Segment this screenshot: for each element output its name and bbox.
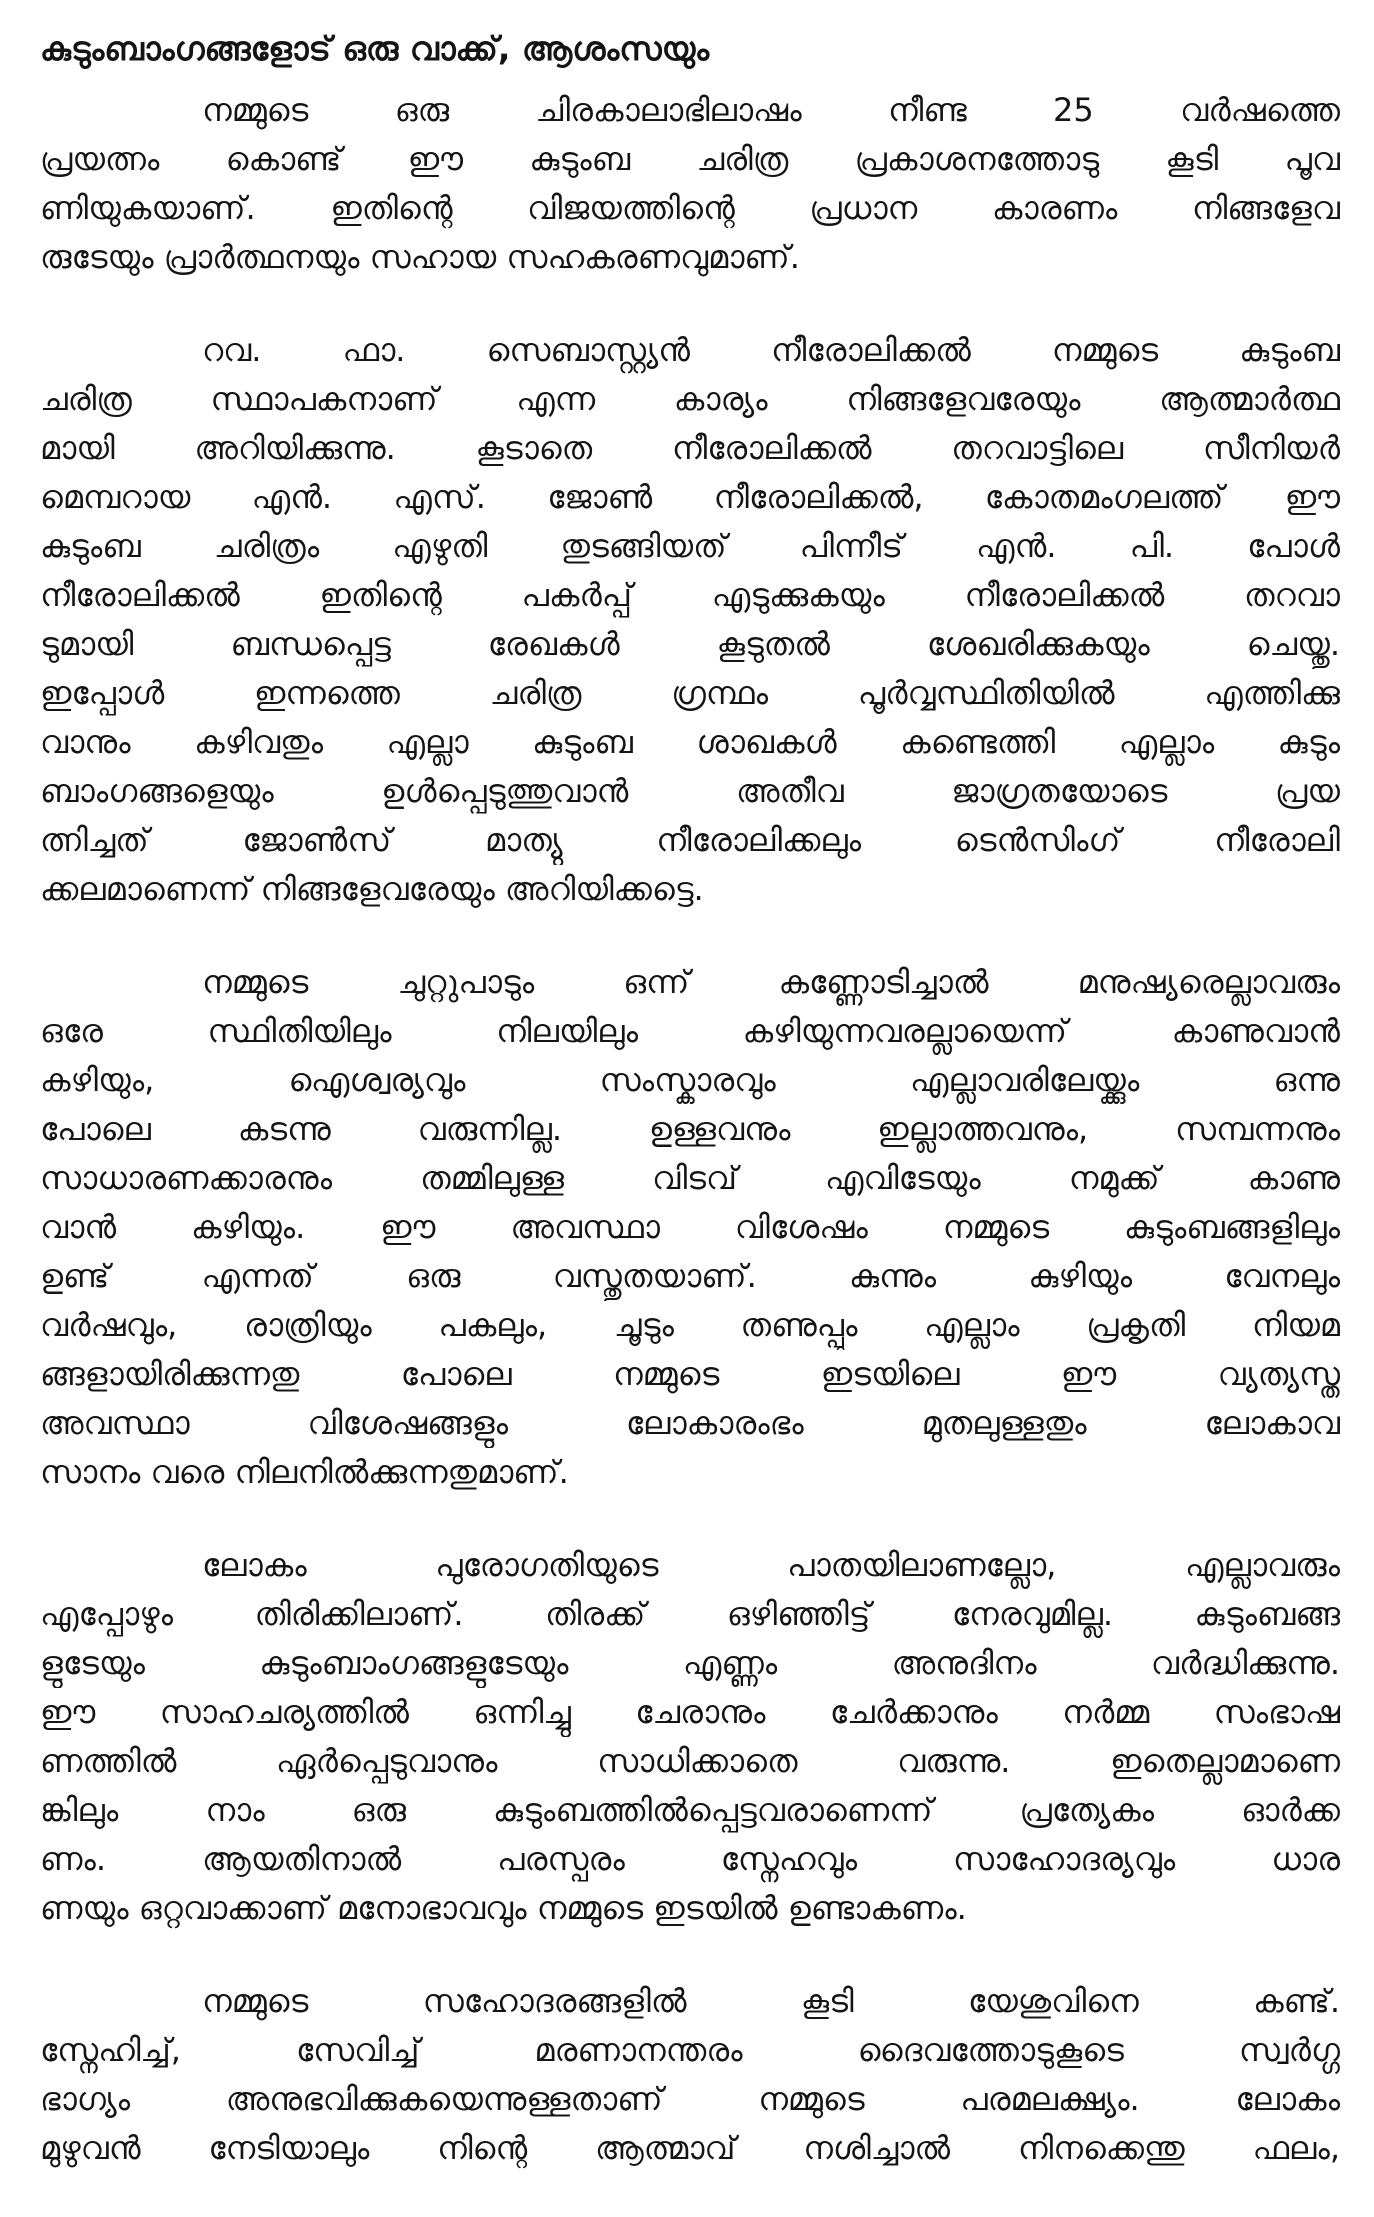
text-line: ണിയുകയാണ്. ഇതിന്റെ വിജയത്തിന്റെ പ്രധാന കാരണം നിങ്ങളേവ <box>40 189 1340 227</box>
paragraph-1 <box>40 86 1340 282</box>
text-line: ഈ സാഹചര്യത്തിൽ ഒന്നിച്ചു ചേരാനും ചേർക്കാനും നർമ്മ സംഭാഷ <box>40 1693 1340 1731</box>
page-heading: കുടുംബാംഗങ്ങളോട് ഒരു വാക്ക്, ആശംസയും <box>40 29 710 68</box>
text-line: ചരിത്ര സ്ഥാപകനാണ് എന്ന കാര്യം നിങ്ങളേവരേയും ആത്മാർത്ഥ <box>40 380 1340 418</box>
text-line: ത്നിച്ചത് ജോൺസ് മാത്യു നീരോലിക്കലും ടെൻസിംഗ് നീരോലി <box>40 821 1340 859</box>
text-line: ണം. ആയതിനാൽ പരസ്പരം സ്നേഹവും സാഹോദര്യവും ധാര <box>40 1840 1340 1878</box>
text-line: ങ്ങളായിരിക്കുന്നതു പോലെ നമ്മുടെ ഇടയിലെ ഈ വ്യത്യസ്ത <box>40 1355 1340 1393</box>
text-line: സാനം വരെ നിലനിൽക്കുന്നതുമാണ്. <box>40 1453 569 1491</box>
text-line: ടുമായി ബന്ധപ്പെട്ട രേഖകൾ കൂടുതൽ ശേഖരിക്കുകയും ചെയ്തു. <box>40 625 1340 663</box>
paragraph-5 <box>40 1977 1340 2173</box>
text-line: ഭാഗ്യം അനുഭവിക്കുകയെന്നുള്ളതാണ് നമ്മുടെ പരമലക്ഷ്യം. ലോകം <box>40 2080 1340 2118</box>
text-line: റവ. ഫാ. സെബാസ്റ്റ്യൻ നീരോലിക്കൽ നമ്മുടെ കുടുംബ <box>202 331 1340 369</box>
text-line: ഉണ്ട് എന്നത് ഒരു വസ്തുതയാണ്. കുന്നും കുഴിയും വേനലും <box>40 1257 1340 1295</box>
text-line: മായി അറിയിക്കുന്നു. കൂടാതെ നീരോലിക്കൽ തറവാട്ടിലെ സീനിയർ <box>40 429 1340 467</box>
text-line: നീരോലിക്കൽ ഇതിന്റെ പകർപ്പ് എടുക്കുകയും നീരോലിക്കൽ തറവാ <box>40 576 1340 614</box>
text-line: ലോകം പുരോഗതിയുടെ പാതയിലാണല്ലോ, എല്ലാവരും <box>202 1546 1340 1584</box>
text-line: ങ്കിലും നാം ഒരു കുടുംബത്തിൽപ്പെട്ടവരാണെന്ന് പ്രത്യേകം ഓർക്ക <box>40 1791 1340 1829</box>
text-line: ണയും ഒറ്റവാക്കാണ് മനോഭാവവും നമ്മുടെ ഇടയിൽ ഉണ്ടാകണം. <box>40 1889 967 1927</box>
text-line: നമ്മുടെ സഹോദരങ്ങളിൽ കൂടി യേശുവിനെ കണ്ട്. <box>202 1982 1340 2020</box>
paragraph-4 <box>40 1541 1340 1933</box>
text-line: വാനും കഴിവതും എല്ലാ കുടുംബ ശാഖകൾ കണ്ടെത്തി എല്ലാം കുടും <box>40 723 1340 761</box>
text-line: പോലെ കടന്നു വരുന്നില്ല. ഉള്ളവനും ഇല്ലാത്തവനും, സമ്പന്നനും <box>40 1110 1340 1148</box>
document-page <box>40 24 1340 2217</box>
text-line: വർഷവും, രാത്രിയും പകലും, ചൂടും തണുപ്പും എല്ലാം പ്രകൃതി നിയമ <box>40 1306 1340 1344</box>
text-line: ണത്തിൽ ഏർപ്പെടുവാനും സാധിക്കാതെ വരുന്നു. ഇതെല്ലാമാണെ <box>40 1742 1340 1780</box>
text-line: നമ്മുടെ ഒരു ചിരകാലാഭിലാഷം നീണ്ട 25 വർഷത്തെ <box>202 91 1340 129</box>
text-line: മുഴുവൻ നേടിയാലും നിന്റെ ആത്മാവ് നശിച്ചാൽ നിനക്കെന്തു ഫലം, <box>40 2129 1340 2167</box>
text-line: രുടേയും പ്രാർത്ഥനയും സഹായ സഹകരണവുമാണ്. <box>40 238 800 276</box>
text-line: പ്രയത്നം കൊണ്ട് ഈ കുടുംബ ചരിത്ര പ്രകാശനത്തോടു കൂടി പൂവ <box>40 140 1340 178</box>
text-line: ക്കലമാണെന്ന് നിങ്ങളേവരേയും അറിയിക്കട്ടെ. <box>40 870 704 908</box>
text-line: അവസ്ഥാ വിശേഷങ്ങളും ലോകാരംഭം മുതലുള്ളതും ലോകാവ <box>40 1404 1340 1442</box>
text-line: ബാംഗങ്ങളെയും ഉൾപ്പെടുത്തുവാൻ അതീവ ജാഗ്രതയോടെ പ്രയ <box>40 772 1340 810</box>
text-line: ഒരേ സ്ഥിതിയിലും നിലയിലും കഴിയുന്നവരല്ലായെന്ന് കാണുവാൻ <box>40 1012 1340 1050</box>
text-line: നമ്മുടെ ചുറ്റുപാടും ഒന്ന് കണ്ണോടിച്ചാൽ മനുഷ്യരെല്ലാവരും <box>202 963 1340 1001</box>
paragraph-3 <box>40 958 1340 1497</box>
text-line: സാധാരണക്കാരനും തമ്മിലുള്ള വിടവ് എവിടേയും നമുക്ക് കാണു <box>40 1159 1340 1197</box>
paragraph-2 <box>40 326 1340 914</box>
text-line: വാൻ കഴിയും. ഈ അവസ്ഥാ വിശേഷം നമ്മുടെ കുടുംബങ്ങളിലും <box>40 1208 1340 1246</box>
text-line: സ്നേഹിച്ച്, സേവിച്ച് മരണാനന്തരം ദൈവത്തോടുകൂടെ സ്വർഗ്ഗ <box>40 2031 1340 2069</box>
text-line: ളുടേയും കുടുംബാംഗങ്ങളുടേയും എണ്ണം അനുദിനം വർദ്ധിക്കുന്നു. <box>40 1644 1340 1682</box>
text-line: കുടുംബ ചരിത്രം എഴുതി തുടങ്ങിയത് പിന്നീട് എൻ. പി. പോൾ <box>40 527 1340 565</box>
text-line: കഴിയും, ഐശ്വര്യവും സംസ്കാരവും എല്ലാവരിലേയ്ക്കും ഒന്നു <box>40 1061 1340 1099</box>
text-line: മെമ്പറായ എൻ. എസ്. ജോൺ നീരോലിക്കൽ, കോതമംഗലത്ത് ഈ <box>40 478 1340 516</box>
text-line: എപ്പോഴും തിരിക്കിലാണ്. തിരക്ക് ഒഴിഞ്ഞിട്ട് നേരവുമില്ല. കുടുംബങ്ങ <box>40 1595 1340 1633</box>
text-line: ഇപ്പോൾ ഇന്നത്തെ ചരിത്ര ഗ്രന്ഥം പൂർവ്വസ്ഥിതിയിൽ എത്തിക്കു <box>40 674 1340 712</box>
